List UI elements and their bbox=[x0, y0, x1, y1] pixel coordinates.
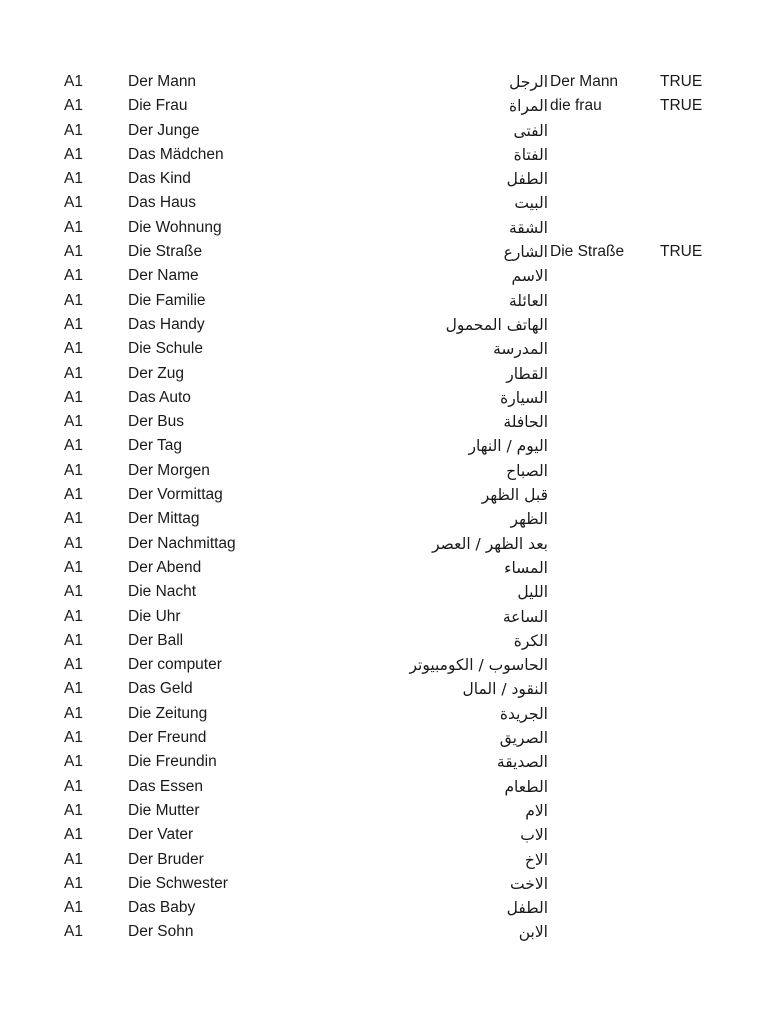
arabic-translation-cell[interactable]: الطفل bbox=[506, 170, 548, 189]
german-word-cell[interactable]: Der Mann bbox=[128, 73, 197, 90]
german-word-cell[interactable]: Das Mädchen bbox=[128, 145, 224, 163]
table-row bbox=[0, 580, 768, 604]
german-word-cell[interactable]: Die Uhr bbox=[128, 607, 181, 625]
arabic-translation-cell[interactable]: الهاتف المحمول bbox=[445, 315, 548, 334]
level-cell[interactable]: A1 bbox=[64, 899, 83, 917]
level-cell[interactable]: A1 bbox=[64, 413, 83, 431]
german-word-cell[interactable]: Die Familie bbox=[128, 291, 206, 309]
arabic-translation-cell[interactable]: المساء bbox=[504, 558, 548, 577]
german-word-cell[interactable]: Der Morgen bbox=[128, 461, 210, 479]
german-word-cell[interactable]: Der Abend bbox=[128, 558, 202, 576]
table-row bbox=[0, 313, 768, 337]
german-word-cell[interactable]: Die Mutter bbox=[128, 801, 200, 819]
table-row bbox=[0, 167, 768, 191]
german-word-cell[interactable]: Der Sohn bbox=[128, 923, 194, 941]
table-row bbox=[0, 289, 768, 313]
level-cell[interactable]: A1 bbox=[64, 777, 83, 795]
table-row bbox=[0, 386, 768, 410]
level-cell[interactable]: A1 bbox=[64, 194, 83, 212]
arabic-translation-cell[interactable]: الطفل bbox=[506, 899, 548, 918]
arabic-translation-cell[interactable]: الصديقة bbox=[496, 753, 548, 772]
german-word-cell[interactable]: Der Bus bbox=[128, 413, 184, 431]
result-cell[interactable]: TRUE bbox=[660, 243, 703, 261]
german-word-cell[interactable]: Die Nacht bbox=[128, 583, 197, 601]
table-row bbox=[0, 823, 768, 847]
level-cell[interactable]: A1 bbox=[64, 704, 83, 722]
table-row bbox=[0, 264, 768, 288]
level-cell[interactable]: A1 bbox=[64, 388, 83, 406]
level-cell[interactable]: A1 bbox=[64, 486, 83, 504]
german-word-cell[interactable]: Der Nachmittag bbox=[128, 534, 236, 552]
german-word-cell[interactable]: Das Geld bbox=[128, 680, 193, 698]
table-row bbox=[0, 362, 768, 386]
table-row bbox=[0, 653, 768, 677]
arabic-translation-cell[interactable]: الساعة bbox=[502, 607, 548, 626]
result-cell[interactable]: TRUE bbox=[660, 97, 703, 115]
german-word-cell[interactable]: Der Ball bbox=[128, 631, 184, 649]
table-row bbox=[0, 799, 768, 823]
arabic-translation-cell[interactable]: الاخ bbox=[524, 850, 548, 869]
german-word-cell[interactable]: Der Tag bbox=[128, 437, 182, 455]
level-cell[interactable]: A1 bbox=[64, 583, 83, 601]
arabic-translation-cell[interactable]: الصباح bbox=[506, 461, 548, 480]
table-row bbox=[0, 70, 768, 94]
german-word-cell[interactable]: Das Haus bbox=[128, 194, 197, 212]
arabic-translation-cell[interactable]: القطار bbox=[506, 364, 548, 383]
table-row bbox=[0, 507, 768, 531]
level-cell[interactable]: A1 bbox=[64, 656, 83, 674]
arabic-translation-cell[interactable]: العائلة bbox=[509, 291, 548, 310]
level-cell[interactable]: A1 bbox=[64, 534, 83, 552]
table-row bbox=[0, 143, 768, 167]
answer-cell[interactable]: Die Straße bbox=[550, 243, 625, 261]
level-cell[interactable]: A1 bbox=[64, 874, 83, 892]
german-word-cell[interactable]: Das Essen bbox=[128, 777, 203, 795]
german-word-cell[interactable]: Das Baby bbox=[128, 899, 196, 917]
german-word-cell[interactable]: Der Junge bbox=[128, 121, 200, 139]
german-word-cell[interactable]: Der Freund bbox=[128, 729, 207, 747]
german-word-cell[interactable]: Die Wohnung bbox=[128, 218, 222, 236]
level-cell[interactable]: A1 bbox=[64, 729, 83, 747]
arabic-translation-cell[interactable]: الحاسوب / الكومبيوتر bbox=[409, 656, 548, 675]
table-row bbox=[0, 410, 768, 434]
arabic-translation-cell[interactable]: اليوم / النهار bbox=[468, 437, 548, 456]
level-cell[interactable]: A1 bbox=[64, 97, 83, 115]
german-word-cell[interactable]: Die Schwester bbox=[128, 874, 228, 892]
arabic-translation-cell[interactable]: الصريق bbox=[499, 729, 548, 748]
table-row bbox=[0, 337, 768, 361]
table-row bbox=[0, 94, 768, 118]
level-cell[interactable]: A1 bbox=[64, 364, 83, 382]
arabic-translation-cell[interactable]: الام bbox=[525, 801, 548, 820]
level-cell[interactable]: A1 bbox=[64, 243, 83, 261]
level-cell[interactable]: A1 bbox=[64, 267, 83, 285]
arabic-translation-cell[interactable]: الظهر bbox=[510, 510, 548, 529]
arabic-translation-cell[interactable]: الفتى bbox=[513, 121, 548, 140]
result-cell[interactable]: TRUE bbox=[660, 73, 703, 90]
table-row bbox=[0, 726, 768, 750]
arabic-translation-cell[interactable]: السيارة bbox=[500, 388, 548, 407]
table-row bbox=[0, 750, 768, 774]
arabic-translation-cell[interactable]: المراة bbox=[509, 97, 548, 116]
german-word-cell[interactable]: Der Bruder bbox=[128, 850, 204, 868]
level-cell[interactable]: A1 bbox=[64, 73, 83, 90]
arabic-translation-cell[interactable]: الابن bbox=[518, 923, 548, 942]
arabic-translation-cell[interactable]: الاب bbox=[520, 826, 548, 845]
german-word-cell[interactable]: Der Vormittag bbox=[128, 486, 223, 504]
level-cell[interactable]: A1 bbox=[64, 170, 83, 188]
table-row bbox=[0, 605, 768, 629]
arabic-translation-cell[interactable]: الشقة bbox=[508, 218, 548, 237]
arabic-translation-cell[interactable]: قبل الظهر bbox=[481, 486, 548, 505]
level-cell[interactable]: A1 bbox=[64, 145, 83, 163]
german-word-cell[interactable]: Der Vater bbox=[128, 826, 194, 844]
table-row bbox=[0, 459, 768, 483]
vocabulary-table bbox=[0, 70, 768, 945]
level-cell[interactable]: A1 bbox=[64, 218, 83, 236]
german-word-cell[interactable]: Der Name bbox=[128, 267, 199, 285]
german-word-cell[interactable]: Das Auto bbox=[128, 388, 191, 406]
german-word-cell[interactable]: Der computer bbox=[128, 656, 222, 674]
arabic-translation-cell[interactable]: الفتاة bbox=[513, 145, 548, 164]
level-cell[interactable]: A1 bbox=[64, 801, 83, 819]
answer-cell[interactable]: die frau bbox=[550, 97, 602, 115]
german-word-cell[interactable]: Der Zug bbox=[128, 364, 184, 382]
level-cell[interactable]: A1 bbox=[64, 437, 83, 455]
level-cell[interactable]: A1 bbox=[64, 291, 83, 309]
table-row bbox=[0, 775, 768, 799]
table-row bbox=[0, 556, 768, 580]
table-row bbox=[0, 629, 768, 653]
german-word-cell[interactable]: Die Schule bbox=[128, 340, 203, 358]
arabic-translation-cell[interactable]: الجريدة bbox=[499, 704, 548, 723]
table-row bbox=[0, 920, 768, 944]
arabic-translation-cell[interactable]: الاخت bbox=[510, 874, 548, 893]
table-row bbox=[0, 702, 768, 726]
table-row bbox=[0, 240, 768, 264]
table-row bbox=[0, 483, 768, 507]
level-cell[interactable]: A1 bbox=[64, 923, 83, 941]
table-row bbox=[0, 216, 768, 240]
arabic-translation-cell[interactable]: المدرسة bbox=[493, 340, 548, 359]
arabic-translation-cell[interactable]: الاسم bbox=[511, 267, 548, 286]
arabic-translation-cell[interactable]: الطعام bbox=[504, 777, 548, 796]
arabic-translation-cell[interactable]: الليل bbox=[517, 583, 548, 602]
table-row bbox=[0, 848, 768, 872]
level-cell[interactable]: A1 bbox=[64, 558, 83, 576]
german-word-cell[interactable]: Die Freundin bbox=[128, 753, 217, 771]
arabic-translation-cell[interactable]: الحافلة bbox=[503, 413, 548, 432]
level-cell[interactable]: A1 bbox=[64, 850, 83, 868]
level-cell[interactable]: A1 bbox=[64, 826, 83, 844]
answer-cell[interactable]: Der Mann bbox=[550, 73, 619, 90]
level-cell[interactable]: A1 bbox=[64, 340, 83, 358]
table-row bbox=[0, 434, 768, 458]
german-word-cell[interactable]: Das Kind bbox=[128, 170, 191, 188]
level-cell[interactable]: A1 bbox=[64, 680, 83, 698]
german-word-cell[interactable]: Die Straße bbox=[128, 243, 203, 261]
table-row bbox=[0, 896, 768, 920]
table-row bbox=[0, 119, 768, 143]
level-cell[interactable]: A1 bbox=[64, 631, 83, 649]
arabic-translation-cell[interactable]: بعد الظهر / العصر bbox=[432, 534, 548, 553]
arabic-translation-cell[interactable]: الرجل bbox=[509, 73, 548, 91]
german-word-cell[interactable]: Das Handy bbox=[128, 315, 205, 333]
german-word-cell[interactable]: Die Frau bbox=[128, 97, 188, 115]
arabic-translation-cell[interactable]: النقود / المال bbox=[462, 680, 548, 699]
arabic-translation-cell[interactable]: البيت bbox=[514, 194, 548, 213]
german-word-cell[interactable]: Der Mittag bbox=[128, 510, 200, 528]
arabic-translation-cell[interactable]: الشارع bbox=[503, 243, 548, 262]
german-word-cell[interactable]: Die Zeitung bbox=[128, 704, 208, 722]
table-row bbox=[0, 677, 768, 701]
arabic-translation-cell[interactable]: الكرة bbox=[513, 631, 548, 650]
level-cell[interactable]: A1 bbox=[64, 121, 83, 139]
level-cell[interactable]: A1 bbox=[64, 607, 83, 625]
level-cell[interactable]: A1 bbox=[64, 510, 83, 528]
table-row bbox=[0, 191, 768, 215]
level-cell[interactable]: A1 bbox=[64, 461, 83, 479]
level-cell[interactable]: A1 bbox=[64, 753, 83, 771]
table-row bbox=[0, 872, 768, 896]
table-row bbox=[0, 532, 768, 556]
level-cell[interactable]: A1 bbox=[64, 315, 83, 333]
